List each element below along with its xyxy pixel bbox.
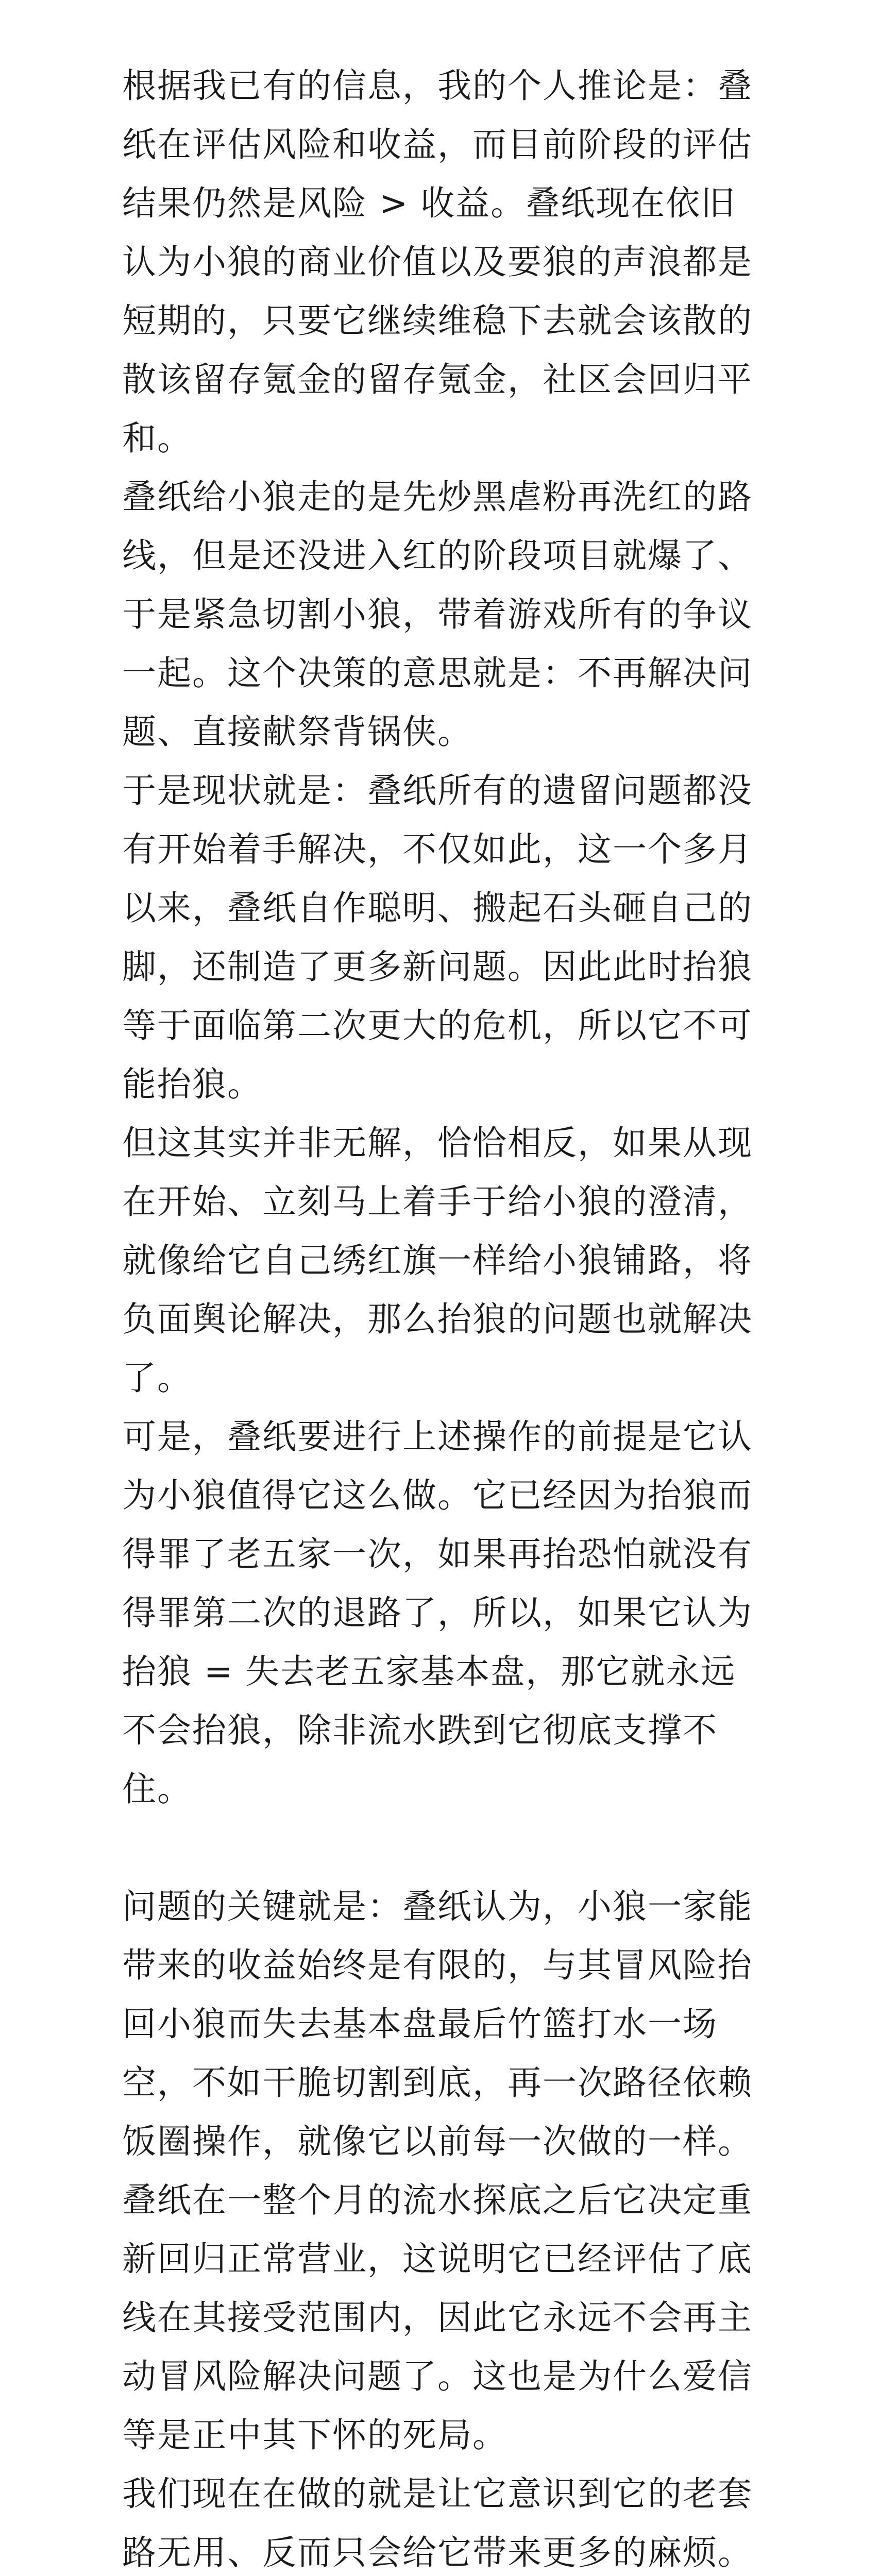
article-body — [122, 57, 761, 2576]
paragraph-3: 于是现状就是：叠纸所有的遗留问题都没有开始着手解决，不仅如此，这一个多月以来，叠纸自作聪明、搬起石头砸自己的脚，还制造了更多新问题。因此此时抬狼等于面临第二次更大的危机，所以它不可能抬狼。 — [122, 771, 753, 1104]
paragraph-8: 我们现在在做的就是让它意识到它的老套路无用、反而只会给它带来更多的麻烦。 — [122, 2474, 753, 2572]
paragraph-7: 叠纸在一整个月的流水探底之后它决定重新回归正常营业，这说明它已经评估了底线在其接受范围内，因此它永远不会再主动冒风险解决问题了。这也是为什么爱信等是正中其下怀的死局。 — [122, 2180, 753, 2455]
paragraph-2: 叠纸给小狼走的是先炒黑虐粉再洗红的路线，但是还没进入红的阶段项目就爆了、于是紧急切割小狼，带着游戏所有的争议一起。这个决策的意思就是：不再解决问题、直接献祭背锅侠。 — [122, 477, 753, 752]
paragraph-5: 可是，叠纸要进行上述操作的前提是它认为小狼值得它这么做。它已经因为抬狼而得罪了老五家一次，如果再抬恐怕就没有得罪第二次的退路了，所以，如果它认为抬狼 = 失去老五家基本盘，那它就永远不会抬狼，除非流水跌到它彻底支撑不住。 — [122, 1417, 753, 1809]
paragraph-6: 问题的关键就是：叠纸认为，小狼一家能带来的收益始终是有限的，与其冒风险抬回小狼而失去基本盘最后竹篮打水一场空，不如干脆切割到底，再一次路径依赖饭圈操作，就像它以前每一次做的一样。 — [122, 1887, 753, 2161]
paragraph-1: 根据我已有的信息，我的个人推论是：叠纸在评估风险和收益，而目前阶段的评估结果仍然是风险 > 收益。叠纸现在依旧认为小狼的商业价值以及要狼的声浪都是短期的，只要它继续维稳下去就会该散的散该留存氪金的留存氪金，社区会回归平和。 — [122, 66, 753, 458]
paragraph-4: 但这其实并非无解，恰恰相反，如果从现在开始、立刻马上着手于给小狼的澄清，就像给它自己绣红旗一样给小狼铺路，将负面舆论解决，那么抬狼的问题也就解决了。 — [122, 1123, 753, 1398]
